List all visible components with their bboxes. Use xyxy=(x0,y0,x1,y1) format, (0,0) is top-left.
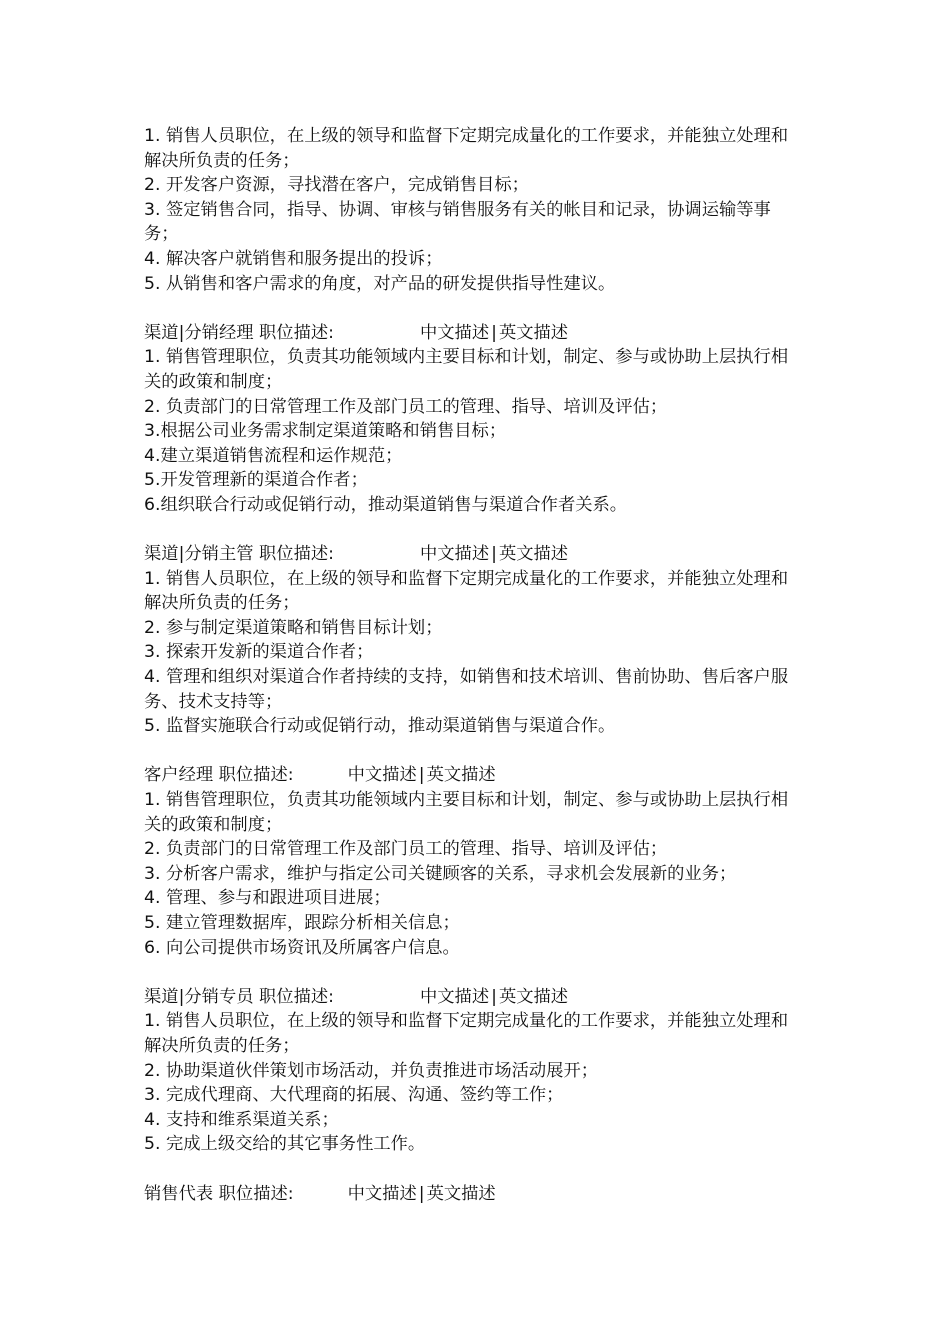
list-item: 6.组织联合行动或促销行动，推动渠道销售与渠道合作者关系。 xyxy=(144,494,628,515)
job-title: 销售代表 xyxy=(144,1183,214,1204)
language-links xyxy=(420,985,568,1010)
section-spacer xyxy=(144,296,804,321)
list-item: 5.开发管理新的渠道合作者； xyxy=(144,470,368,491)
language-links xyxy=(420,542,568,567)
list-item: 4. 支持和维系渠道关系； xyxy=(144,1109,339,1130)
section-heading xyxy=(144,1182,804,1207)
list-item: 2. 负责部门的日常管理工作及部门员工的管理、指导、培训及评估； xyxy=(144,839,668,860)
job-title: 渠道|分销专员 xyxy=(144,986,254,1007)
english-description-link[interactable]: 英文描述 xyxy=(498,986,569,1007)
language-links xyxy=(420,321,568,346)
english-description-link[interactable]: 英文描述 xyxy=(426,765,496,786)
chinese-description-link[interactable]: 中文描述 xyxy=(419,322,490,343)
document-content xyxy=(144,124,804,1206)
list-item: 3. 分析客户需求，维护与指定公司关键顾客的关系，寻求机会发展新的业务； xyxy=(144,863,737,884)
job-title: 客户经理 xyxy=(144,765,214,786)
list-item: 1. 销售人员职位，在上级的领导和监督下定期完成量化的工作要求，并能独立处理和解决所负责的任务； xyxy=(144,1011,789,1056)
section-heading xyxy=(144,763,804,788)
link-separator: | xyxy=(491,986,497,1007)
list-item: 2. 负责部门的日常管理工作及部门员工的管理、指导、培训及评估； xyxy=(144,396,668,417)
english-description-link[interactable]: 英文描述 xyxy=(498,322,569,343)
list-item: 1. 销售管理职位，负责其功能领域内主要目标和计划，制定、参与或协助上层执行相关的政策和制度； xyxy=(144,790,789,835)
list-item: 2. 参与制定渠道策略和销售目标计划； xyxy=(144,617,443,638)
job-description-label: 职位描述: xyxy=(218,765,294,786)
list-item: 5. 从销售和客户需求的角度，对产品的研发提供指导性建议。 xyxy=(144,273,616,294)
link-separator: | xyxy=(491,322,497,343)
link-separator: | xyxy=(491,544,497,565)
section-spacer xyxy=(144,518,804,543)
list-item: 3. 签定销售合同，指导、协调、审核与销售服务有关的帐目和记录，协调运输等事务； xyxy=(144,199,771,245)
list-item: 1. 销售人员职位，在上级的领导和监督下定期完成量化的工作要求，并能独立处理和解决所负责的任务； xyxy=(144,568,789,614)
list-item: 4. 管理和组织对渠道合作者持续的支持，如销售和技术培训、售前协助、售后客户服务、技术支持等； xyxy=(144,667,789,712)
job-section-channel-specialist xyxy=(144,985,804,1157)
chinese-description-link[interactable]: 中文描述 xyxy=(347,1183,417,1204)
job-section-channel-supervisor xyxy=(144,542,804,739)
list-item: 4.建立渠道销售流程和运作规范； xyxy=(144,445,403,466)
chinese-description-link[interactable]: 中文描述 xyxy=(347,765,417,786)
list-item: 6. 向公司提供市场资讯及所属客户信息。 xyxy=(144,937,460,958)
link-separator: | xyxy=(418,1183,425,1204)
list-item: 3. 完成代理商、大代理商的拓展、沟通、签约等工作； xyxy=(144,1085,564,1106)
list-item: 2. 协助渠道伙伴策划市场活动，并负责推进市场活动展开； xyxy=(144,1060,599,1081)
list-item: 5. 建立管理数据库，跟踪分析相关信息； xyxy=(144,913,460,933)
section-spacer xyxy=(144,1157,804,1182)
section-spacer xyxy=(144,739,804,764)
list-item: 1. 销售人员职位，在上级的领导和监督下定期完成量化的工作要求，并能独立处理和解决所负责的任务； xyxy=(144,126,789,171)
language-links xyxy=(348,763,496,788)
job-description-label: 职位描述: xyxy=(259,544,334,565)
job-section-account-manager xyxy=(144,763,804,960)
link-separator: | xyxy=(418,765,425,786)
language-links xyxy=(348,1182,496,1207)
section-heading xyxy=(144,321,804,346)
english-description-link[interactable]: 英文描述 xyxy=(426,1183,496,1204)
section-spacer xyxy=(144,960,804,985)
english-description-link[interactable]: 英文描述 xyxy=(498,544,569,565)
section-heading xyxy=(144,985,804,1010)
list-item: 1. 销售管理职位，负责其功能领域内主要目标和计划，制定、参与或协助上层执行相关的政策和制度； xyxy=(144,347,789,392)
list-item: 2. 开发客户资源，寻找潜在客户，完成销售目标； xyxy=(144,175,529,196)
job-description-label: 职位描述: xyxy=(218,1183,294,1204)
chinese-description-link[interactable]: 中文描述 xyxy=(419,986,490,1007)
list-item: 4. 解决客户就销售和服务提出的投诉； xyxy=(144,248,443,269)
list-item: 3.根据公司业务需求制定渠道策略和销售目标； xyxy=(144,421,507,442)
job-title: 渠道|分销主管 xyxy=(144,544,254,565)
job-description-label: 职位描述: xyxy=(259,322,334,343)
list-item: 5. 完成上级交给的其它事务性工作。 xyxy=(144,1134,426,1155)
list-item: 5. 监督实施联合行动或促销行动，推动渠道销售与渠道合作。 xyxy=(144,716,616,737)
job-description-label: 职位描述: xyxy=(259,986,334,1007)
job-title: 渠道|分销经理 xyxy=(144,322,254,343)
section-heading xyxy=(144,542,804,567)
job-section-channel-manager xyxy=(144,321,804,518)
job-section-sales-representative xyxy=(144,1182,804,1207)
list-item: 4. 管理、参与和跟进项目进展； xyxy=(144,888,391,909)
list-item: 3. 探索开发新的渠道合作者； xyxy=(144,642,374,663)
chinese-description-link[interactable]: 中文描述 xyxy=(419,544,490,565)
intro-list xyxy=(144,124,804,296)
